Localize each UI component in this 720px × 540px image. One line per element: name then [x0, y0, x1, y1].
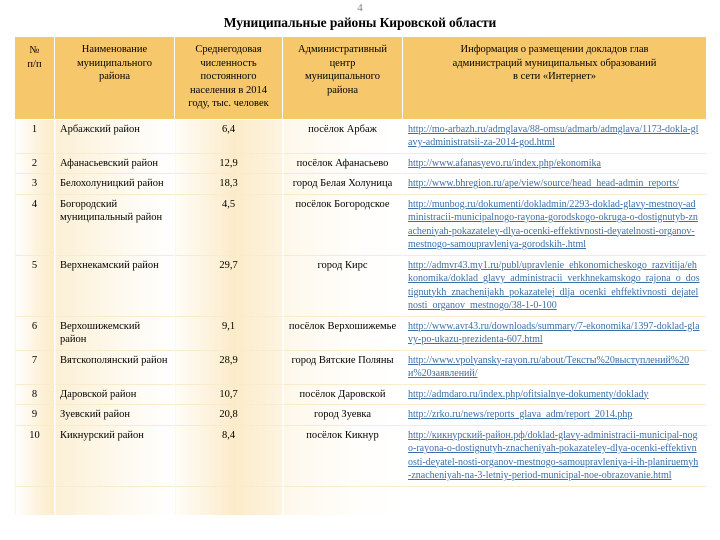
cell-admin-center: город Белая Холуница	[283, 174, 403, 195]
cell-admin-center: город Кирс	[283, 255, 403, 316]
cell-population: 4,5	[175, 194, 283, 255]
column-header-population-line5: году, тыс. человек	[188, 98, 269, 109]
report-url-link[interactable]: http://www.avr43.ru/downloads/summary/7-ekonomika/1397-doklad-glavy-po-ukazu-prezidenta-607.html	[408, 320, 700, 345]
cell-filler	[175, 486, 283, 515]
table-row	[15, 119, 707, 153]
cell-number: 8	[15, 384, 55, 405]
cell-population: 28,9	[175, 350, 283, 384]
cell-population: 10,7	[175, 384, 283, 405]
cell-report-link	[403, 153, 707, 174]
column-header-population-line1: Среднегодовая	[195, 44, 262, 55]
table-header-row	[15, 37, 707, 120]
cell-district-name: Даровской район	[55, 384, 175, 405]
column-header-name	[55, 37, 175, 120]
cell-admin-center: город Вятские Поляны	[283, 350, 403, 384]
cell-admin-center: посёлок Афанасьево	[283, 153, 403, 174]
table-row	[15, 255, 707, 316]
cell-admin-center: посёлок Верхошижемье	[283, 316, 403, 350]
report-url-link[interactable]: http://mo-arbazh.ru/admglava/88-omsu/admarb/admglava/1173-dokla-glavy-administratsii-za-2014-god.html	[408, 123, 699, 148]
column-header-center-line1: Административный	[298, 44, 387, 55]
report-url-link[interactable]: http://munbog.ru/dokumenti/dokladmin/2293-doklad-glavy-mestnoy-administracii-municipalnogo-rayona-gorodskogo-okruga-o-dostignutyb-znacheniyah-pokazateley-dlya-ocenki-effektivnosti-deyatelnosti-organov-mestnogo-samoupravleniya-gorodskih-.html	[408, 198, 698, 250]
cell-population: 8,4	[175, 425, 283, 486]
column-header-number-line1: №	[29, 45, 40, 56]
cell-district-name: Белохолуницкий район	[55, 174, 175, 195]
cell-report-link	[403, 119, 707, 153]
cell-admin-center: посёлок Даровской	[283, 384, 403, 405]
cell-admin-center: посёлок Богородское	[283, 194, 403, 255]
cell-report-link	[403, 405, 707, 426]
cell-district-name: Верхошижемский район	[55, 316, 175, 350]
table-body	[15, 119, 707, 515]
column-header-center-line4: района	[326, 84, 359, 96]
report-url-link[interactable]: http://кикнурский-район.рф/doklad-glavy-administracii-municipal-nogo-rayona-o-dostignutyh-znacheniyah-pokazateley-dlya-ocenki-effektivnosti-deyatel-nosti-organov-mestnogo-samoupravleniya-i-ih-planiruemyh-znacheniyah-na-3-letniy-period-municipal-noe-obrazovanie.html	[408, 429, 699, 481]
cell-number: 4	[15, 194, 55, 255]
table-row	[15, 174, 707, 195]
cell-population: 18,3	[175, 174, 283, 195]
cell-population: 6,4	[175, 119, 283, 153]
cell-number: 3	[15, 174, 55, 195]
table-row	[15, 425, 707, 486]
cell-district-name: Зуевский район	[55, 405, 175, 426]
cell-report-link	[403, 194, 707, 255]
column-header-center	[283, 37, 403, 120]
cell-report-link	[403, 255, 707, 316]
table-header	[15, 37, 707, 120]
cell-admin-center: город Зуевка	[283, 405, 403, 426]
report-url-link[interactable]: http://admvr43.my1.ru/publ/upravlenie_ehkonomicheskogo_razvitija/ehkonomika/doklad_glavy_administracii_verkhnekamskogo_rajona_o_dostignutykh_znachenijakh_pokazatelej_dlja_ocenki_ehffektivnosti_dejatelnosti_organov_mestnogo/38-1-0-100	[408, 259, 700, 311]
cell-report-link	[403, 350, 707, 384]
column-header-info-line2: администраций муниципальных образований	[452, 57, 657, 69]
cell-filler	[15, 486, 55, 515]
column-header-info	[403, 37, 707, 120]
column-header-name-line3: района	[98, 71, 131, 82]
cell-number: 2	[15, 153, 55, 174]
cell-report-link	[403, 384, 707, 405]
cell-district-name: Богородский муниципальный район	[55, 194, 175, 255]
table-filler-row	[15, 486, 707, 515]
cell-district-name: Верхнекамский район	[55, 255, 175, 316]
column-header-population-line4: населения в 2014	[190, 84, 267, 96]
cell-number: 6	[15, 316, 55, 350]
cell-population: 29,7	[175, 255, 283, 316]
municipal-districts-table	[14, 36, 707, 515]
cell-district-name: Арбажский район	[55, 119, 175, 153]
column-header-center-line2: центр	[329, 57, 356, 69]
report-url-link[interactable]: http://www.vpolyansky-rayon.ru/about/Тексты%20выступлений%20и%20заявлений/	[408, 354, 690, 379]
municipal-districts-table-wrapper	[14, 36, 706, 515]
column-header-population-line2: численность	[200, 57, 257, 69]
column-header-name-line1: Наименование	[81, 44, 148, 55]
cell-district-name: Афанасьевский район	[55, 153, 175, 174]
table-row	[15, 153, 707, 174]
column-header-name-line2: муниципального	[77, 57, 152, 69]
cell-district-name: Кикнурский район	[55, 425, 175, 486]
cell-filler	[403, 486, 707, 515]
column-header-number-line2: п/п	[27, 58, 42, 70]
cell-report-link	[403, 316, 707, 350]
cell-admin-center: посёлок Арбаж	[283, 119, 403, 153]
column-header-number	[15, 37, 55, 120]
cell-number: 10	[15, 425, 55, 486]
cell-admin-center: посёлок Кикнур	[283, 425, 403, 486]
report-url-link[interactable]: http://admdaro.ru/index.php/ofitsialnye-dokumenty/doklady	[408, 388, 649, 400]
report-url-link[interactable]: http://zrko.ru/news/reports_glava_adm/report_2014.php	[408, 409, 633, 420]
page-number: 4	[357, 2, 363, 14]
column-header-info-line3: в сети «Интернет»	[513, 71, 596, 82]
cell-report-link	[403, 174, 707, 195]
cell-number: 1	[15, 119, 55, 153]
column-header-population-line3: постоянного	[200, 71, 257, 82]
table-row	[15, 350, 707, 384]
report-url-link[interactable]: http://www.afanasyevo.ru/index.php/ekonomika	[408, 157, 601, 169]
cell-population: 9,1	[175, 316, 283, 350]
cell-filler	[283, 486, 403, 515]
cell-number: 5	[15, 255, 55, 316]
table-row	[15, 316, 707, 350]
table-row	[15, 384, 707, 405]
column-header-population	[175, 37, 283, 120]
cell-population: 20,8	[175, 405, 283, 426]
cell-filler	[55, 486, 175, 515]
column-header-center-line3: муниципального	[305, 71, 380, 82]
report-url-link[interactable]: http://www.bhregion.ru/ape/view/source/head_head-admin_reports/	[408, 178, 679, 189]
page-title: Муниципальные районы Кировской области	[223, 15, 497, 30]
table-row	[15, 405, 707, 426]
cell-report-link	[403, 425, 707, 486]
table-row	[15, 194, 707, 255]
cell-number: 7	[15, 350, 55, 384]
cell-district-name: Вятскополянский район	[55, 350, 175, 384]
cell-population: 12,9	[175, 153, 283, 174]
column-header-info-line1: Информация о размещении докладов глав	[460, 44, 649, 55]
cell-number: 9	[15, 405, 55, 426]
